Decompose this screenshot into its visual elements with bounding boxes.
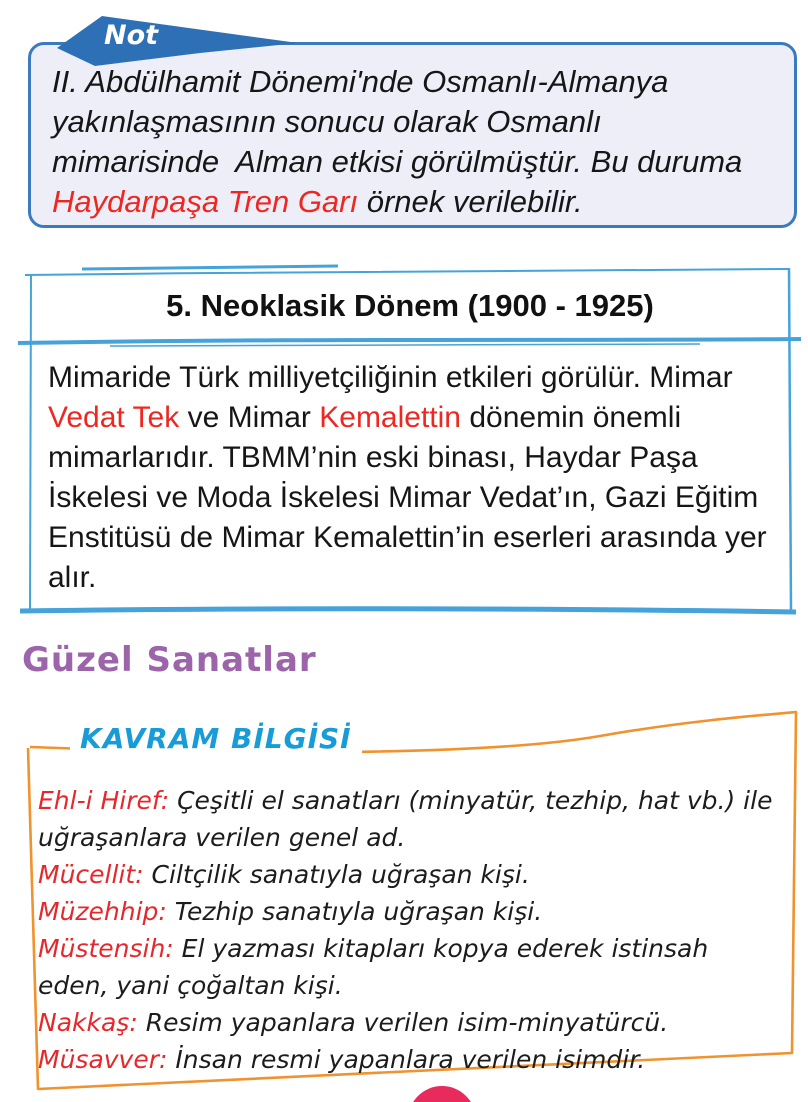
concept-entries [38, 782, 780, 1078]
body-text: dönemin önemli mimarlarıdır. TBMM’nin eski binası, Haydar Paşa İskelesi ve Moda İskelesi Mimar Vedat’ın, Gazi Eğitim Enstitüsü de Mimar Kemalettin’in eserleri arasında yer alır. [48, 401, 767, 594]
concept-definition: Çeşitli el sanatları (minyatür, tezhip, hat vb.) ile uğraşanlara verilen genel ad. [38, 786, 773, 852]
concept-entry [38, 1004, 780, 1041]
pink-circle-decoration [408, 1086, 476, 1102]
concept-term: Mücellit: [38, 860, 144, 889]
concept-term: Ehl-i Hiref: [38, 786, 170, 815]
body-text: ve Mimar [179, 401, 320, 434]
concept-term: Nakkaş: [38, 1008, 138, 1037]
body-text: örnek verilebilir. [358, 184, 583, 219]
concept-term: Müzehhip: [38, 897, 167, 926]
highlighted-text: Kemalettin [319, 401, 461, 434]
highlighted-text: Haydarpaşa Tren Garı [52, 184, 359, 219]
concept-term: Müstensih: [38, 934, 174, 963]
concept-definition: Tezhip sanatıyla uğraşan kişi. [166, 897, 543, 926]
note-text [52, 64, 742, 219]
section-body [48, 358, 770, 598]
note-banner [40, 10, 310, 72]
concept-entry [38, 856, 780, 893]
concept-entry [38, 782, 780, 856]
note-banner-label: Not [104, 20, 159, 51]
subheading-guzel-sanatlar: Güzel Sanatlar [22, 640, 317, 680]
concept-definition: El yazması kitapları kopya ederek istinsah eden, yani çoğaltan kişi. [38, 934, 709, 1000]
concept-definition: Resim yapanlara verilen isim-minyatürcü. [137, 1008, 669, 1037]
concept-box-title: KAVRAM BİLGİSİ [70, 722, 362, 755]
highlighted-text: Vedat Tek [48, 401, 180, 434]
section-title: 5. Neoklasik Dönem (1900 - 1925) [166, 288, 654, 323]
concept-entry [38, 893, 780, 930]
concept-definition: İnsan resmi yapanlara verilen isimdir. [167, 1045, 646, 1074]
body-text: Mimaride Türk milliyetçiliğinin etkileri görülür. Mimar [48, 361, 733, 394]
concept-entry [38, 1041, 780, 1078]
concept-term: Müsavver: [38, 1045, 168, 1074]
body-text: II. Abdülhamit Dönemi'nde Osmanlı-Almanya yakınlaşmasının sonucu olarak Osmanlı mimarisinde Alman etkisi görülmüştür. Bu duruma [52, 64, 743, 179]
concept-entry [38, 930, 780, 1004]
concept-definition: Ciltçilik sanatıyla uğraşan kişi. [143, 860, 530, 889]
